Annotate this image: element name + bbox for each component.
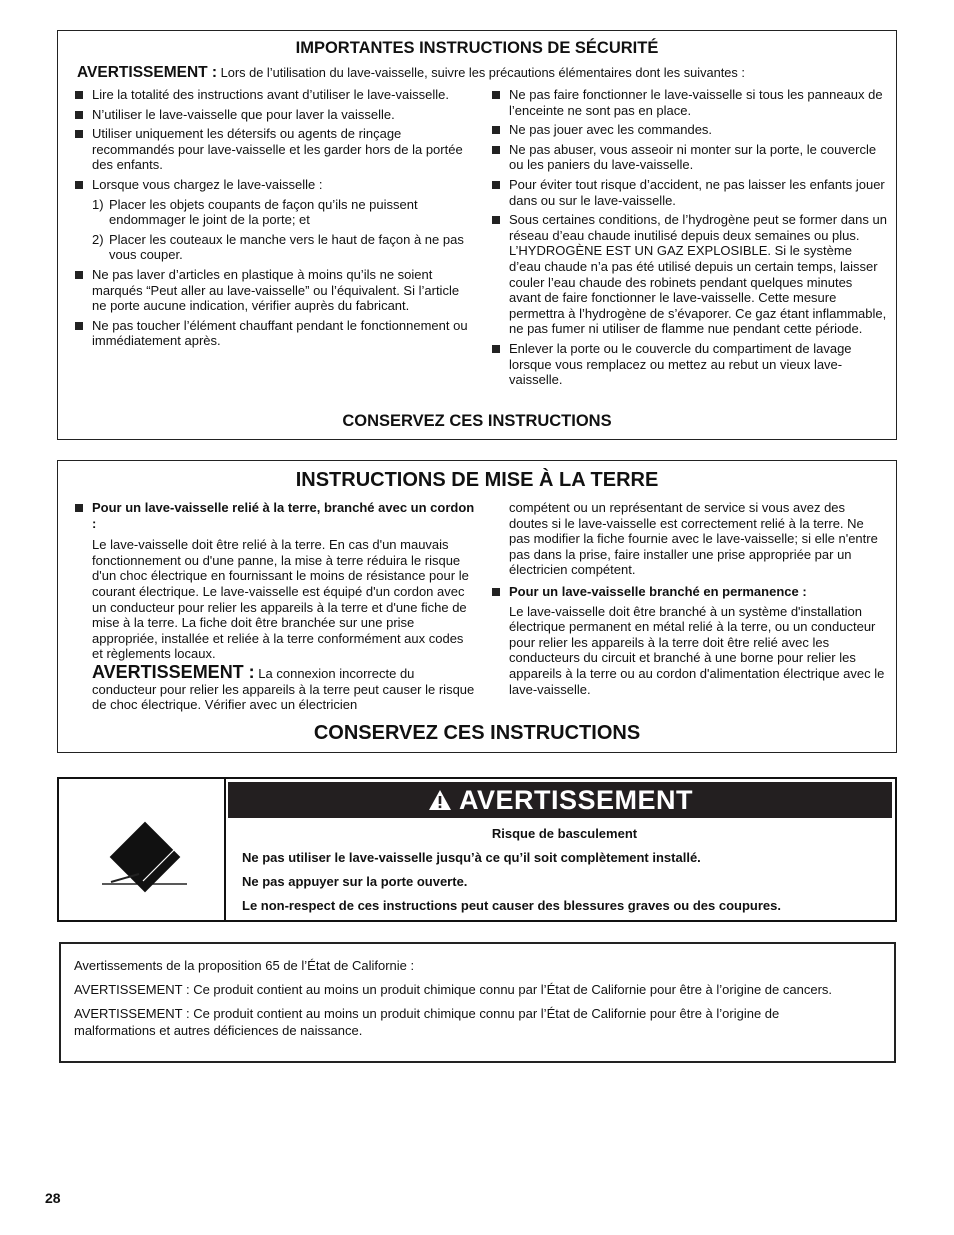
list-item: Ne pas jouer avec les commandes. (492, 122, 887, 138)
grounding-instructions-box (57, 460, 897, 753)
sub-item-number: 2) (92, 231, 104, 247)
sub-list-item (92, 232, 475, 263)
list-item: Enlever la porte ou le couvercle du compartiment de lavage lorsque vous remplacez ou mettez au rebut un vieux lave-vaisselle. (492, 341, 887, 388)
list-item: Ne pas toucher l’élément chauffant pendant le fonctionnement ou immédiatement après. (75, 318, 475, 349)
tip-warning-line: Ne pas utiliser le lave-vaisselle jusqu’à ce qu’il soit complètement installé. (242, 850, 701, 865)
safety-instructions-box (57, 30, 897, 440)
grounding-warning-continued: compétent ou un représentant de service si vous avez des doutes si le lave-vaisselle est correctement relié à la terre. Ne pas modifier la fiche fournie avec le lave-vaisselle; si elle n'entre pas dans la prise, faire installer une prise appropriée par un électricien compétent. (509, 500, 878, 578)
prop65-warning: AVERTISSEMENT : Ce produit contient au moins un produit chimique connu par l’État de Californie pour être à l’origine de malformations et autres déficiences de naissance. (74, 1006, 780, 1038)
page-number: 28 (45, 1190, 61, 1206)
safety-warning (77, 64, 886, 82)
safety-right-column (492, 87, 887, 392)
safety-warning-text: Lors de l’utilisation du lave-vaisselle, suivre les précautions élémentaires dont les suivantes : (217, 65, 745, 80)
list-item (75, 177, 475, 263)
safety-heading: IMPORTANTES INSTRUCTIONS DE SÉCURITÉ (295, 39, 659, 57)
grounding-warning-text: La connexion incorrecte du conducteur pour relier les appareils à la terre peut causer le risque de choc électrique. Vérifier avec un électricien (92, 665, 475, 713)
tip-over-warning-box (57, 777, 897, 922)
safety-footer: CONSERVEZ CES INSTRUCTIONS (342, 412, 612, 430)
tip-warning-lines (242, 826, 887, 922)
tip-over-icon (59, 779, 224, 920)
sub-list-item (92, 197, 475, 228)
grounding-warning (75, 661, 475, 713)
sub-item-text: Placer les objets coupants de façon qu’ils ne puissent endommager le joint de la porte; et (109, 196, 418, 228)
prop65-warning: AVERTISSEMENT : Ce produit contient au moins un produit chimique connu par l’État de Californie pour être à l’origine de cancers. (74, 982, 833, 997)
grounding-left-column (75, 500, 475, 713)
grounding-warning-label: AVERTISSEMENT : (92, 661, 255, 682)
tip-warning-line: Le non-respect de ces instructions peut causer des blessures graves ou des coupures. (242, 898, 781, 913)
corded-title: Pour un lave-vaisselle relié à la terre, branché avec un cordon : (75, 500, 475, 531)
grounding-footer: CONSERVEZ CES INSTRUCTIONS (313, 722, 641, 744)
tip-warning-line: Ne pas appuyer sur la porte ouverte. (242, 874, 468, 889)
list-item: Utiliser uniquement les détersifs ou agents de rinçage recommandés pour lave-vaisselle et les garder hors de la portée des enfants. (75, 126, 475, 173)
warning-banner-text: AVERTISSEMENT (458, 784, 694, 815)
grounding-heading: INSTRUCTIONS DE MISE À LA TERRE (295, 469, 659, 491)
list-item: Ne pas faire fonctionner le lave-vaisselle si tous les panneaux de l’enceinte ne sont pas en place. (492, 87, 887, 118)
sub-item-text: Placer les couteaux le manche vers le haut de façon à ne pas vous couper. (109, 231, 464, 263)
list-item: Ne pas abuser, vous asseoir ni monter sur la porte, le couvercle ou les paniers du lave-vaisselle. (492, 142, 887, 173)
safety-left-column (75, 87, 475, 353)
permanent-title: Pour un lave-vaisselle branché en permanence : (492, 584, 887, 600)
corded-text: Le lave-vaisselle doit être relié à la terre. En cas d'un mauvais fonctionnement ou d'une panne, la mise à terre réduira le risque d'un choc électrique en fournissant le moins de résistance pour le courant électrique. Le lave-vaisselle est équipé d'un cordon avec un conducteur pour relier les appareils à la terre et d'une fiche de mise à la terre. La fiche doit être branchée sur une prise appropriée, installée et reliée à la terre conformément aux codes et règlements locaux. (92, 537, 469, 662)
list-item: Ne pas laver d’articles en plastique à moins qu’ils ne soient marqués “Peut aller au lave-vaisselle” ou l’équivalent. Si l’article ne porte aucune indication, vérifier auprès du fabricant. (75, 267, 475, 314)
tip-warning-title: Risque de basculement (491, 826, 638, 841)
list-item: Lire la totalité des instructions avant d’utiliser le lave-vaisselle. (75, 87, 475, 103)
list-item: N’utiliser le lave-vaisselle que pour laver la vaisselle. (75, 107, 475, 123)
permanent-text: Le lave-vaisselle doit être branché à un système d'installation électrique permanent en métal relié à la terre, ou un conducteur pour relier les appareils à la terre doit être relié avec les conducteurs du circuit et branché à une borne pour relier les appareils à la terre ou au cordon d'alimentation électrique avec le lave-vaisselle. (509, 603, 885, 697)
list-item: Pour éviter tout risque d’accident, ne pas laisser les enfants jouer dans ou sur le lave-vaisselle. (492, 177, 887, 208)
warning-triangle-icon (427, 788, 453, 812)
prop65-box (59, 942, 896, 1063)
grounding-right-column (492, 500, 887, 697)
tip-over-icon-cell (59, 779, 226, 920)
prop65-intro: Avertissements de la proposition 65 de l’État de Californie : (74, 958, 415, 973)
prop65-text (74, 957, 854, 1046)
safety-warning-label: AVERTISSEMENT : (77, 64, 218, 81)
warning-banner (228, 782, 892, 818)
sub-item-number: 1) (92, 196, 104, 212)
list-item-text: Lorsque vous chargez le lave-vaisselle : (92, 176, 323, 192)
list-item: Sous certaines conditions, de l’hydrogène peut se former dans un réseau d’eau chaude inutilisé depuis deux semaines ou plus. L’HYDROGÈNE EST UN GAZ EXPLOSIBLE. Si le système d’eau chaude n’a pas été utilisé depuis un certain temps, laisser couler l’eau chaude des robinets pendant quelques minutes avant de faire fonctionner le lave-vaisselle. Cette mesure permettra à l’hydrogène de s’évaporer. Ce gaz étant inflammable, ne pas fumer ni utiliser de flamme nue pendant cette période. (492, 212, 887, 337)
sub-list (92, 197, 475, 263)
